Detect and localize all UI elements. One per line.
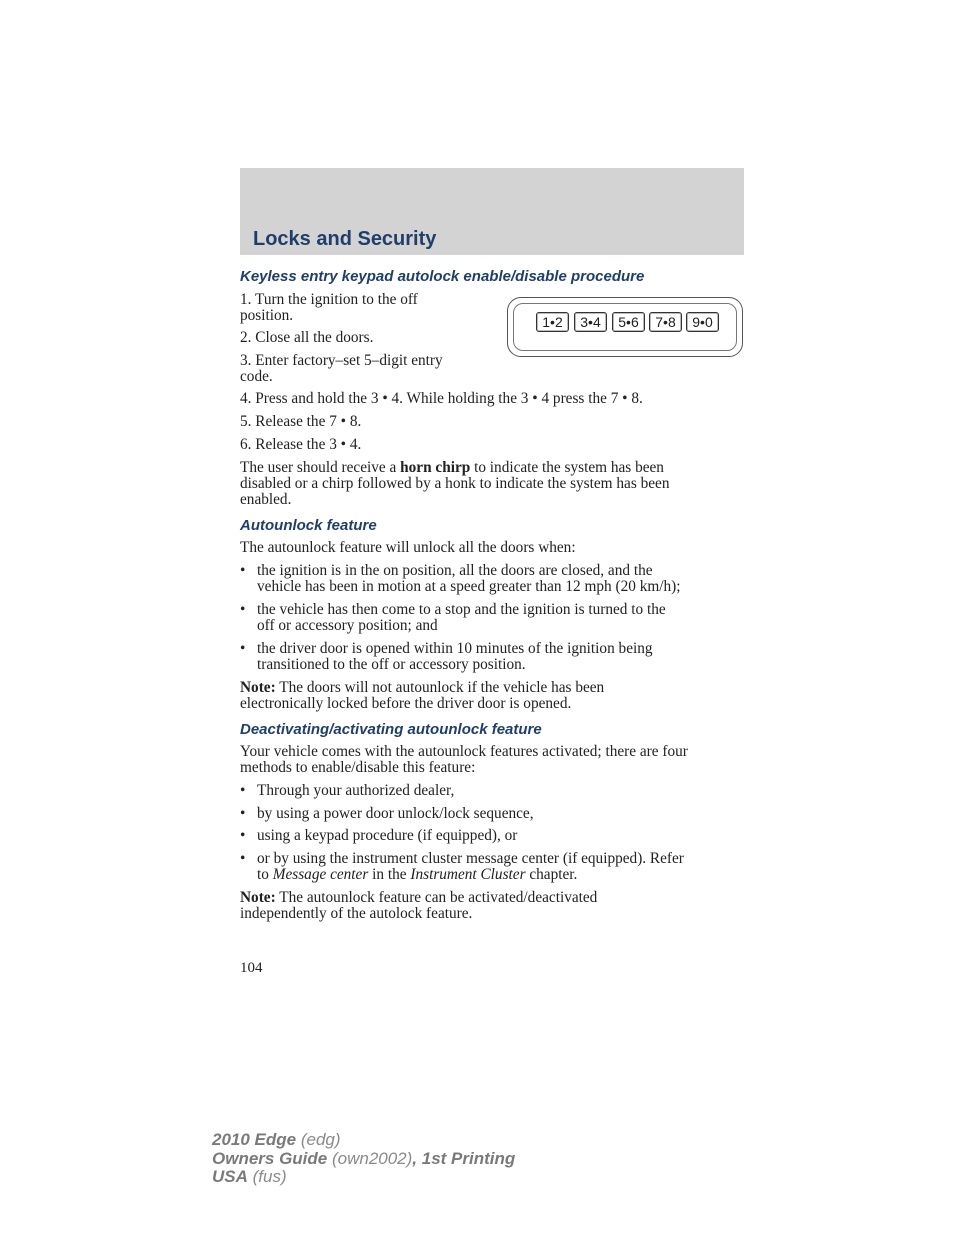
keypad-illustration bbox=[507, 297, 743, 357]
deactivating-intro-line2: methods to enable/disable this feature: bbox=[240, 759, 476, 776]
key-9-0: 9•0 bbox=[686, 312, 719, 332]
step-3-line1: 3. Enter factory–set 5–digit entry bbox=[240, 352, 443, 369]
horn-chirp-bold: horn chirp bbox=[400, 459, 471, 476]
key-5-6: 5•6 bbox=[612, 312, 645, 332]
key-7-8: 7•8 bbox=[649, 312, 682, 332]
step-4: 4. Press and hold the 3 • 4. While holding the 3 • 4 press the 7 • 8. bbox=[240, 390, 643, 407]
step-1-line2: position. bbox=[240, 307, 294, 324]
section-header-band bbox=[240, 168, 744, 255]
footer-print-info: 2010 Edge (edg) Owners Guide (own2002), 1st Printing USA (fus) bbox=[212, 1130, 516, 1186]
autounlock-heading: Autounlock feature bbox=[240, 517, 377, 534]
deactivating-heading: Deactivating/activating autounlock feature bbox=[240, 721, 542, 738]
result-line3: enabled. bbox=[240, 491, 292, 508]
page-number: 104 bbox=[240, 960, 263, 976]
result-line2: disabled or a chirp followed by a honk to indicate the system has been bbox=[240, 475, 670, 492]
step-3-line2: code. bbox=[240, 368, 273, 385]
step-5: 5. Release the 7 • 8. bbox=[240, 413, 362, 430]
autounlock-intro: The autounlock feature will unlock all the doors when: bbox=[240, 539, 576, 556]
step-6: 6. Release the 3 • 4. bbox=[240, 436, 362, 453]
note-1-line1: Note: The doors will not autounlock if the vehicle has been bbox=[240, 679, 605, 696]
instrument-cluster-ref: Instrument Cluster bbox=[410, 866, 526, 884]
note-2-line1: Note: The autounlock feature can be activated/deactivated bbox=[240, 889, 598, 906]
result-line1: The user should receive a horn chirp to indicate the system has been bbox=[240, 459, 664, 476]
section-title: Locks and Security bbox=[253, 228, 437, 250]
step-2: 2. Close all the doors. bbox=[240, 329, 374, 346]
message-center-ref: Message center bbox=[272, 866, 369, 884]
deactivating-intro-line1: Your vehicle comes with the autounlock features activated; there are four bbox=[240, 743, 688, 760]
note-1-line2: electronically locked before the driver door is opened. bbox=[240, 695, 572, 712]
key-1-2: 1•2 bbox=[536, 312, 569, 332]
note-2-line2: independently of the autolock feature. bbox=[240, 905, 473, 922]
step-1-line1: 1. Turn the ignition to the off bbox=[240, 291, 418, 308]
keyless-heading: Keyless entry keypad autolock enable/disable procedure bbox=[240, 268, 645, 285]
key-3-4: 3•4 bbox=[574, 312, 607, 332]
